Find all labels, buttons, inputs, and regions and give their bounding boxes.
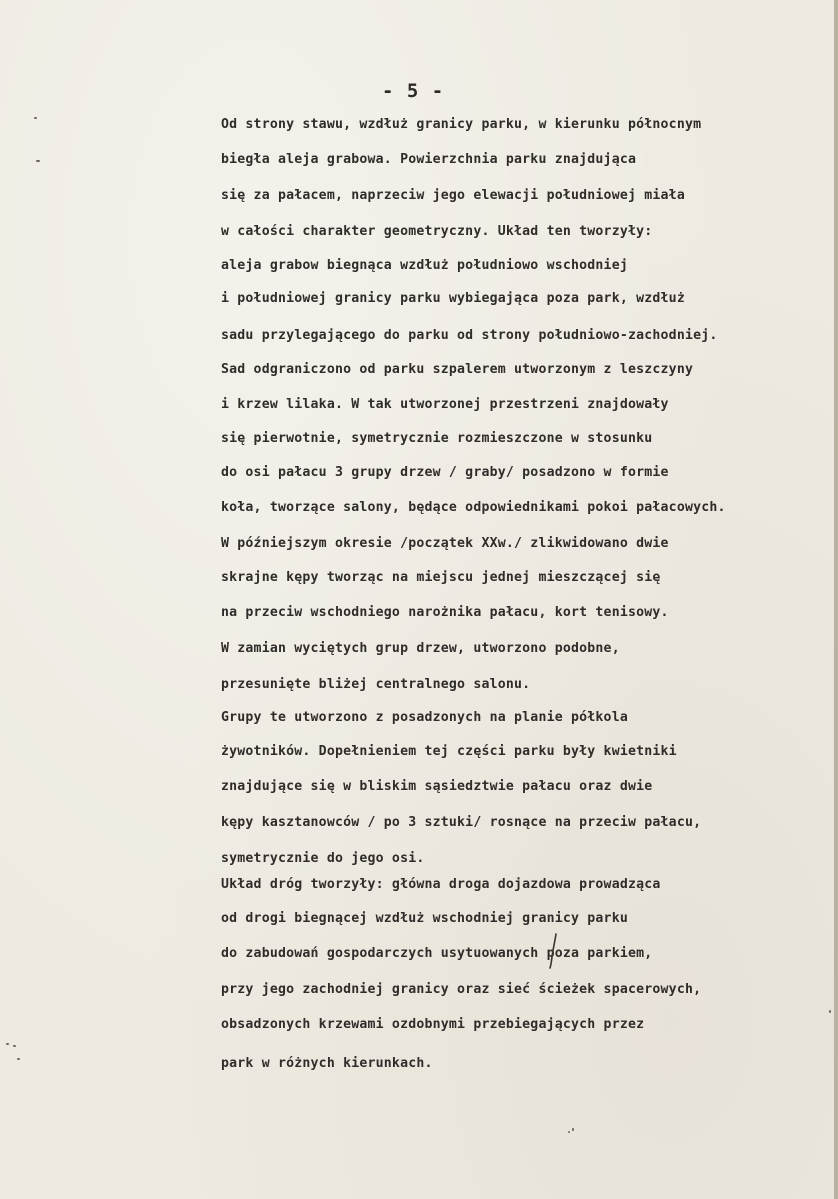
text-line: przy jego zachodniej granicy oraz sieć ścieżek spacerowych,: [221, 982, 702, 997]
text-line: znajdujące się w bliskim sąsiedztwie pałacu oraz dwie: [221, 779, 653, 794]
scan-speck: [6, 1043, 9, 1045]
text-line: Od strony stawu, wzdłuż granicy parku, w kierunku północnym: [221, 117, 702, 132]
scan-speck: [36, 160, 40, 162]
text-line: od drogi biegnącej wzdłuż wschodniej granicy parku: [221, 911, 628, 926]
text-line: obsadzonych krzewami ozdobnymi przebiegających przez: [221, 1017, 645, 1032]
scan-speck: [17, 1058, 20, 1060]
text-line: kępy kasztanowców / po 3 sztuki/ rosnące na przeciw pałacu,: [221, 815, 702, 830]
scan-speck: [572, 1128, 574, 1131]
page-number: - 5 -: [382, 80, 445, 102]
text-line: symetrycznie do jego osi.: [221, 851, 425, 866]
handwritten-correction-mark: [544, 933, 564, 969]
scan-speck: [13, 1045, 16, 1047]
text-line: żywotników. Dopełnieniem tej części parku były kwietniki: [221, 744, 677, 759]
text-line: park w różnych kierunkach.: [221, 1056, 433, 1071]
scan-speck: [829, 1010, 831, 1013]
text-line: sadu przylegającego do parku od strony południowo-zachodniej.: [221, 328, 718, 343]
text-line: się za pałacem, naprzeciw jego elewacji południowej miała: [221, 188, 685, 203]
text-line: do osi pałacu 3 grupy drzew / graby/ posadzono w formie: [221, 465, 669, 480]
text-line: na przeciw wschodniego narożnika pałacu, kort tenisowy.: [221, 605, 669, 620]
text-line: W późniejszym okresie /początek XXw./ zlikwidowano dwie: [221, 536, 669, 551]
text-line: skrajne kępy tworząc na miejscu jednej mieszczącej się: [221, 570, 661, 585]
text-line: się pierwotnie, symetrycznie rozmieszczone w stosunku: [221, 431, 653, 446]
text-line: biegła aleja grabowa. Powierzchnia parku znajdująca: [221, 152, 637, 167]
text-line: W zamian wyciętych grup drzew, utworzono podobne,: [221, 641, 620, 656]
scan-speck: [34, 117, 37, 119]
text-line: i krzew lilaka. W tak utworzonej przestrzeni znajdowały: [221, 397, 669, 412]
text-line: i południowej granicy parku wybiegająca poza park, wzdłuż: [221, 291, 685, 306]
text-line: w całości charakter geometryczny. Układ ten tworzyły:: [221, 224, 653, 239]
scan-speck: [568, 1131, 570, 1133]
text-line: do zabudowań gospodarczych usytuowanych poza parkiem,: [221, 946, 653, 961]
text-line: Układ dróg tworzyły: główna droga dojazdowa prowadząca: [221, 877, 661, 892]
text-line: przesunięte bliżej centralnego salonu.: [221, 677, 531, 692]
text-line: koła, tworzące salony, będące odpowiednikami pokoi pałacowych.: [221, 500, 726, 515]
text-line: Grupy te utworzono z posadzonych na planie półkola: [221, 710, 628, 725]
text-line: aleja grabow biegnąca wzdłuż południowo wschodniej: [221, 258, 628, 273]
text-line: Sad odgraniczono od parku szpalerem utworzonym z leszczyny: [221, 362, 694, 377]
